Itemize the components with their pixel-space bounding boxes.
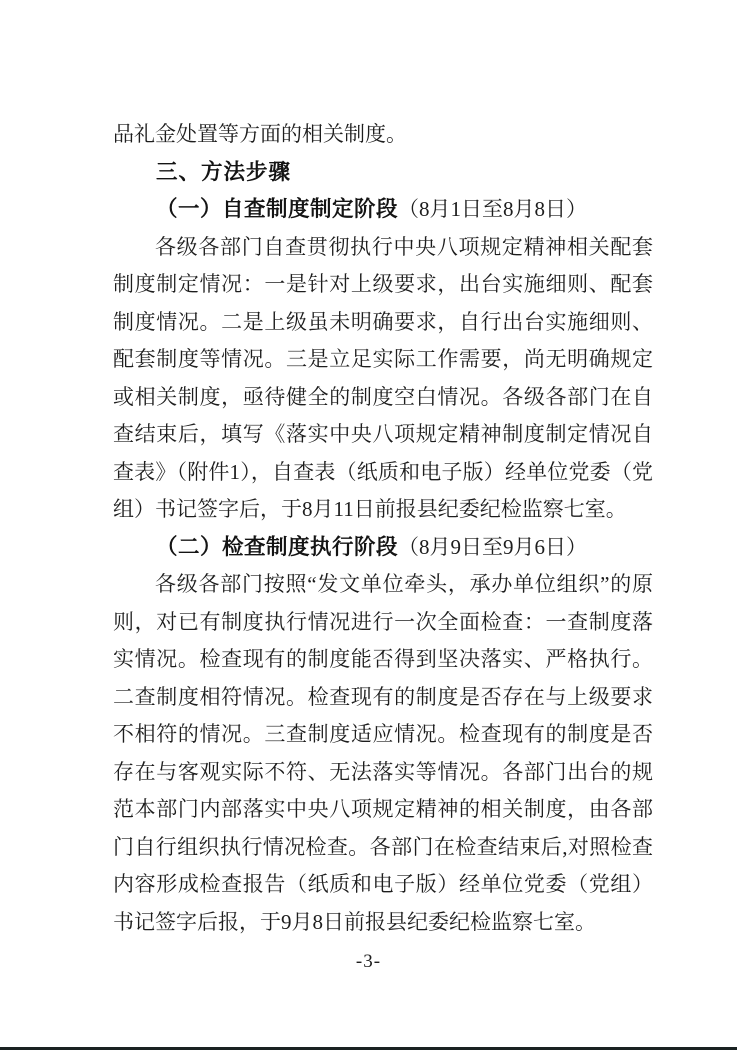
document-body <box>113 116 653 941</box>
section-heading-methods-steps: 三、方法步骤 <box>156 159 292 184</box>
paragraph-continuation: 品礼金处置等方面的相关制度。 <box>113 122 407 146</box>
subsection-heading-1 <box>113 191 653 229</box>
subsection-1-body-paragraph: 各级各部门自查贯彻执行中央八项规定精神相关配套制度制定情况：一是针对上级要求，出台实施细则、配套制度情况。二是上级虽未明确要求，自行出台实施细则、配套制度等情况。三是立足实际工作需要，尚无明确规定或相关制度，亟待健全的制度空白情况。各级各部门在自查结束后，填写《落实中央八项规定精神制度制定情况自查表》（附件1），自查表（纸质和电子版）经单位党委（党组）书记签字后，于8月11日前报县纪委纪检监察七室。 <box>113 234 653 521</box>
subsection-1-title: （一）自查制度制定阶段 <box>156 197 399 222</box>
subsection-2-date-range: （8月9日至9月6日） <box>398 534 588 559</box>
page-number: -3- <box>355 951 382 972</box>
subsection-heading-2 <box>113 529 653 567</box>
subsection-2-title: （二）检查制度执行阶段 <box>156 534 399 560</box>
page-footer <box>0 951 737 973</box>
subsection-2-body-paragraph: 各级各部门按照“发文单位牵头，承办单位组织”的原则，对已有制度执行情况进行一次全面检查：一查制度落实情况。检查现有的制度能否得到坚决落实、严格执行。二查制度相符情况。检查现有的制度是否存在与上级要求不相符的情况。三查制度适应情况。检查现有的制度是否存在与客观实际不符、无法落实等情况。各部门出台的规范本部门内部落实中央八项规定精神的相关制度，由各部门自行组织执行情况检查。各部门在检查结束后,对照检查内容形成检查报告（纸质和电子版）经单位党委（党组）书记签字后报，于9月8日前报县纪委纪检监察七室。 <box>113 572 653 934</box>
subsection-1-date-range: （8月1日至8月8日） <box>398 197 588 221</box>
